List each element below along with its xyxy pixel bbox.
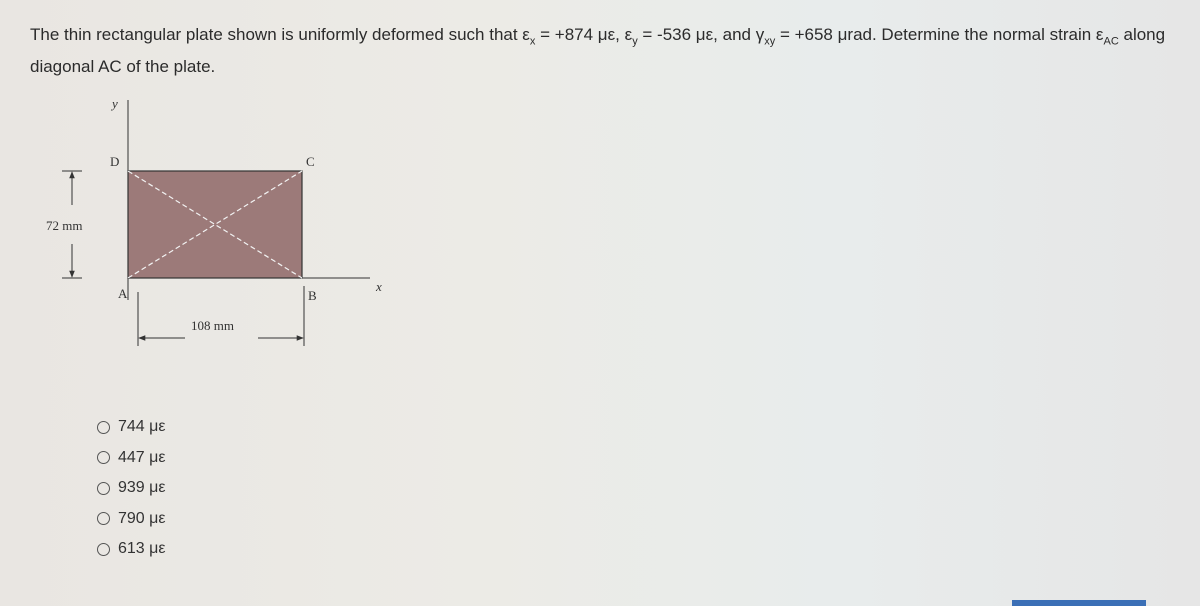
height-dimension-label: 72 mm (46, 218, 83, 233)
answer-option[interactable] (97, 534, 166, 565)
corner-label-b: B (308, 288, 317, 303)
radio-button-icon[interactable] (97, 451, 110, 464)
radio-button-icon[interactable] (97, 421, 110, 434)
answer-option-label: 939 με (118, 479, 166, 497)
answer-option-label: 447 με (118, 448, 166, 466)
answer-option[interactable] (97, 443, 166, 474)
submit-button-edge[interactable] (1012, 600, 1146, 606)
question-text: The thin rectangular plate shown is uniformly deformed such that $\varepsilon_x = +874$ με, $\varepsilon_y = -536$ με, and $\gamma_{xy} = +658$ μrad. Determine the normal strain $\varepsilon_{AC}$ along diagonal AC of the plate. (30, 25, 1166, 77)
radio-button-icon[interactable] (97, 512, 110, 525)
answer-option[interactable] (97, 412, 166, 443)
x-axis-label: x (376, 279, 382, 294)
radio-button-icon[interactable] (97, 543, 110, 556)
radio-button-icon[interactable] (97, 482, 110, 495)
width-dimension-label: 108 mm (191, 318, 234, 333)
corner-label-c: C (306, 154, 315, 169)
answer-option[interactable] (97, 473, 166, 504)
answer-options (97, 412, 166, 565)
corner-label-a: A (118, 286, 128, 301)
answer-option-label: 790 με (118, 509, 166, 527)
y-axis-label: y (112, 96, 118, 111)
answer-option-label: 613 με (118, 540, 166, 558)
answer-option[interactable] (97, 504, 166, 535)
corner-label-d: D (110, 154, 120, 169)
answer-option-label: 744 με (118, 418, 166, 436)
